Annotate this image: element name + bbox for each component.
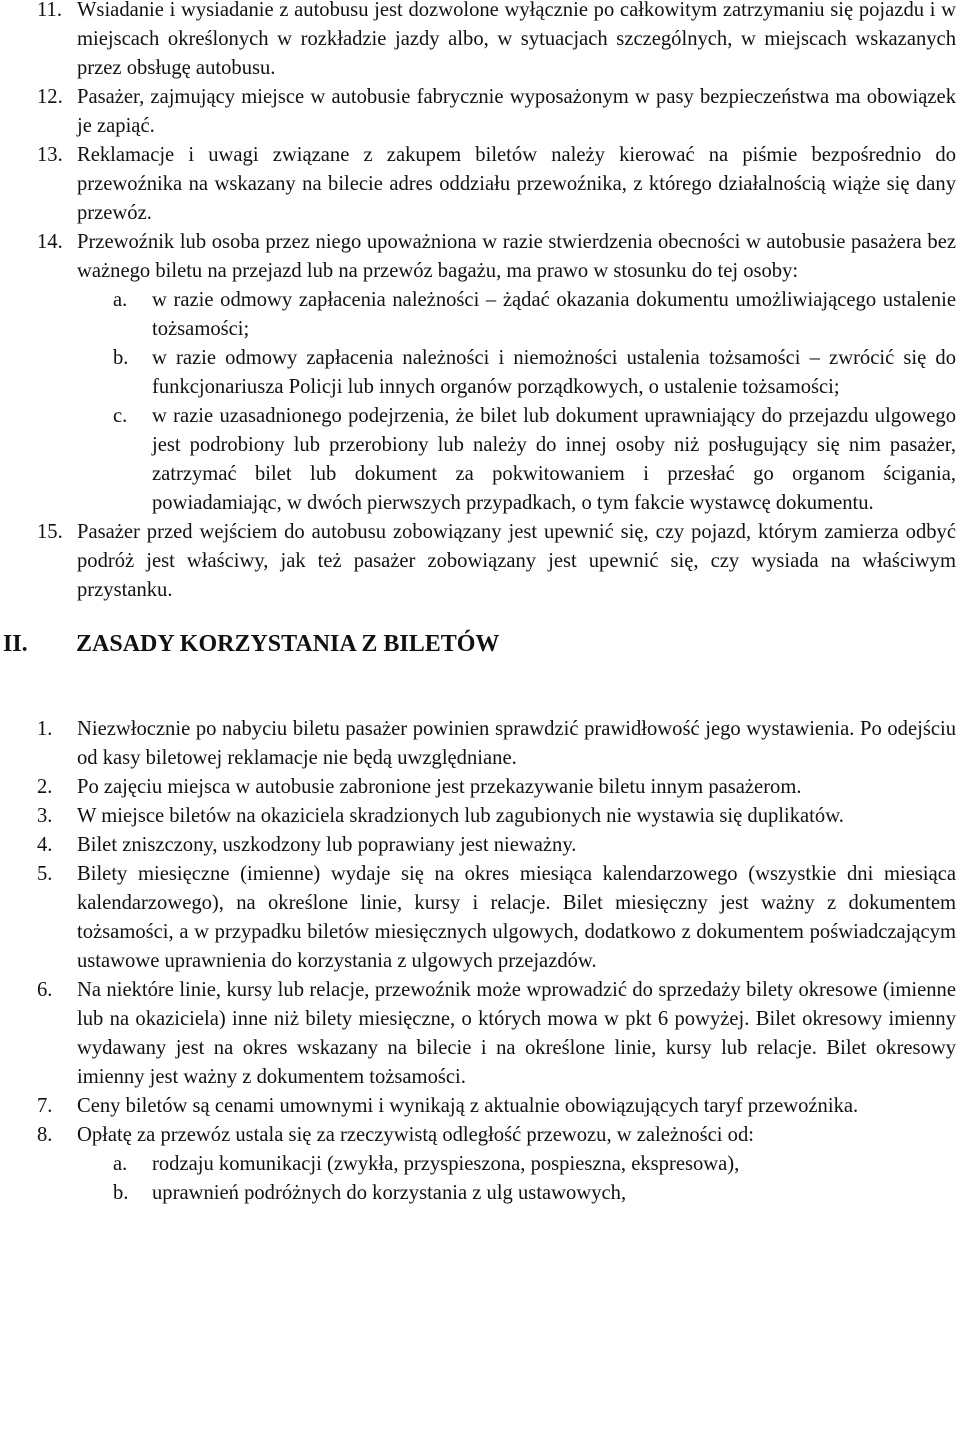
list-item bbox=[0, 518, 960, 605]
item-number: 14. bbox=[37, 231, 63, 253]
item-number: 1. bbox=[37, 718, 53, 740]
sub-item-letter: b. bbox=[113, 347, 129, 369]
item-text: Bilety miesięczne (imienne) wydaje się na okres miesiąca kalendarzowego (wszystkie dni miesiąca kalendarzowego), na określone linie, kursy i relacje. Bilet miesięczny jest ważny z dokumentem tożsamości, a w przypadku biletów miesięcznych ulgowych, dodatkowo z dokumentem poświadczającym ustawowe uprawnienia do korzystania z ulgowych przejazdów. bbox=[77, 863, 956, 972]
section-number: II. bbox=[3, 631, 28, 657]
sub-item-text: w razie odmowy zapłacenia należności i niemożności ustalenia tożsamości – zwrócić się do funkcjonariusza Policji lub innych organów porządkowych, o ustalenie tożsamości; bbox=[152, 347, 956, 398]
item-number: 5. bbox=[37, 863, 53, 885]
item-number: 6. bbox=[37, 979, 53, 1001]
sub-item-text: w razie odmowy zapłacenia należności – żądać okazania dokumentu umożliwiającego ustalenie tożsamości; bbox=[152, 289, 956, 340]
item-number: 3. bbox=[37, 805, 53, 827]
sub-list-item bbox=[0, 344, 960, 402]
item-number: 7. bbox=[37, 1095, 53, 1117]
list-item bbox=[0, 0, 960, 83]
sub-item-letter: a. bbox=[113, 1153, 128, 1175]
item-number: 11. bbox=[37, 0, 62, 21]
item-text: W miejsce biletów na okaziciela skradzionych lub zagubionych nie wystawia się duplikatów. bbox=[77, 805, 844, 827]
item-text: Opłatę za przewóz ustala się za rzeczywistą odległość przewozu, w zależności od: bbox=[77, 1124, 754, 1146]
item-text: Niezwłocznie po nabyciu biletu pasażer powinien sprawdzić prawidłowość jego wystawienia. Po odejściu od kasy biletowej reklamacje nie będą uwzględniane. bbox=[77, 718, 956, 769]
sub-item-text: uprawnień podróżnych do korzystania z ulg ustawowych, bbox=[152, 1182, 627, 1204]
item-text: Pasażer przed wejściem do autobusu zobowiązany jest upewnić się, czy pojazd, którym zamierza odbyć podróż jest właściwy, jak też pasażer zobowiązany jest upewnić się, czy wysiada na właściwym przystanku. bbox=[77, 521, 956, 601]
list-item bbox=[0, 715, 960, 773]
list-item bbox=[0, 141, 960, 228]
item-number: 4. bbox=[37, 834, 53, 856]
list-item bbox=[0, 228, 960, 286]
item-number: 13. bbox=[37, 144, 63, 166]
item-number: 12. bbox=[37, 86, 63, 108]
sub-list-item bbox=[0, 402, 960, 518]
item-text: Pasażer, zajmujący miejsce w autobusie fabrycznie wyposażonym w pasy bezpieczeństwa ma obowiązek je zapiąć. bbox=[77, 86, 956, 137]
list-item bbox=[0, 831, 960, 860]
sub-list-item bbox=[0, 286, 960, 344]
item-number: 15. bbox=[37, 521, 63, 543]
sub-list-item bbox=[0, 1150, 960, 1179]
item-text: Na niektóre linie, kursy lub relacje, przewoźnik może wprowadzić do sprzedaży bilety okresowe (imienne lub na okaziciela) inne niż bilety miesięczne, o których mowa w pkt 6 powyżej. Bilet okresowy imienny wydawany jest na okres wskazany na bilecie i na określone linie, kursy lub relacje. Bilet okresowy imienny jest ważny z dokumentem tożsamości. bbox=[77, 979, 956, 1088]
sub-item-letter: a. bbox=[113, 289, 128, 311]
list-item bbox=[0, 802, 960, 831]
list-item bbox=[0, 976, 960, 1092]
list-item bbox=[0, 1121, 960, 1150]
sub-item-text: rodzaju komunikacji (zwykła, przyspieszona, pospieszna, ekspresowa), bbox=[152, 1153, 740, 1175]
item-text: Ceny biletów są cenami umownymi i wynikają z aktualnie obowiązujących taryf przewoźnika. bbox=[77, 1095, 859, 1117]
item-text: Po zajęciu miejsca w autobusie zabronione jest przekazywanie biletu innym pasażerom. bbox=[77, 776, 802, 798]
item-text: Przewoźnik lub osoba przez niego upoważniona w razie stwierdzenia obecności w autobusie pasażera bez ważnego biletu na przejazd lub na przewóz bagażu, ma prawo w stosunku do tej osoby: bbox=[77, 231, 956, 282]
item-number: 8. bbox=[37, 1124, 53, 1146]
sub-item-text: w razie uzasadnionego podejrzenia, że bilet lub dokument uprawniający do przejazdu ulgowego jest podrobiony lub przerobiony lub należy do innej osoby niż posługujący się nim pasażer, zatrzymać bilet lub dokument za pokwitowaniem i przesłać go organom ścigania, powiadamiając, w dwóch pierwszych przypadkach, o tym fakcie wystawcę dokumentu. bbox=[152, 405, 956, 514]
sub-item-letter: b. bbox=[113, 1182, 129, 1204]
sub-list-item bbox=[0, 1179, 960, 1208]
list-item bbox=[0, 860, 960, 976]
item-text: Bilet zniszczony, uszkodzony lub poprawiany jest nieważny. bbox=[77, 834, 577, 856]
sub-item-letter: c. bbox=[113, 405, 128, 427]
section-heading bbox=[0, 605, 960, 715]
item-text: Reklamacje i uwagi związane z zakupem biletów należy kierować na piśmie bezpośrednio do przewoźnika na wskazany na bilecie adres oddziału przewoźnika, z którego działalnością wiąże się dany przewóz. bbox=[77, 144, 956, 224]
list-item bbox=[0, 773, 960, 802]
item-text: Wsiadanie i wysiadanie z autobusu jest dozwolone wyłącznie po całkowitym zatrzymaniu się pojazdu i w miejscach określonych w rozkładzie jazdy albo, w sytuacjach szczególnych, w miejscach wskazanych przez obsługę autobusu. bbox=[77, 0, 956, 79]
list-item bbox=[0, 1092, 960, 1121]
item-number: 2. bbox=[37, 776, 53, 798]
list-item bbox=[0, 83, 960, 141]
section-title: ZASADY KORZYSTANIA Z BILETÓW bbox=[76, 631, 500, 657]
